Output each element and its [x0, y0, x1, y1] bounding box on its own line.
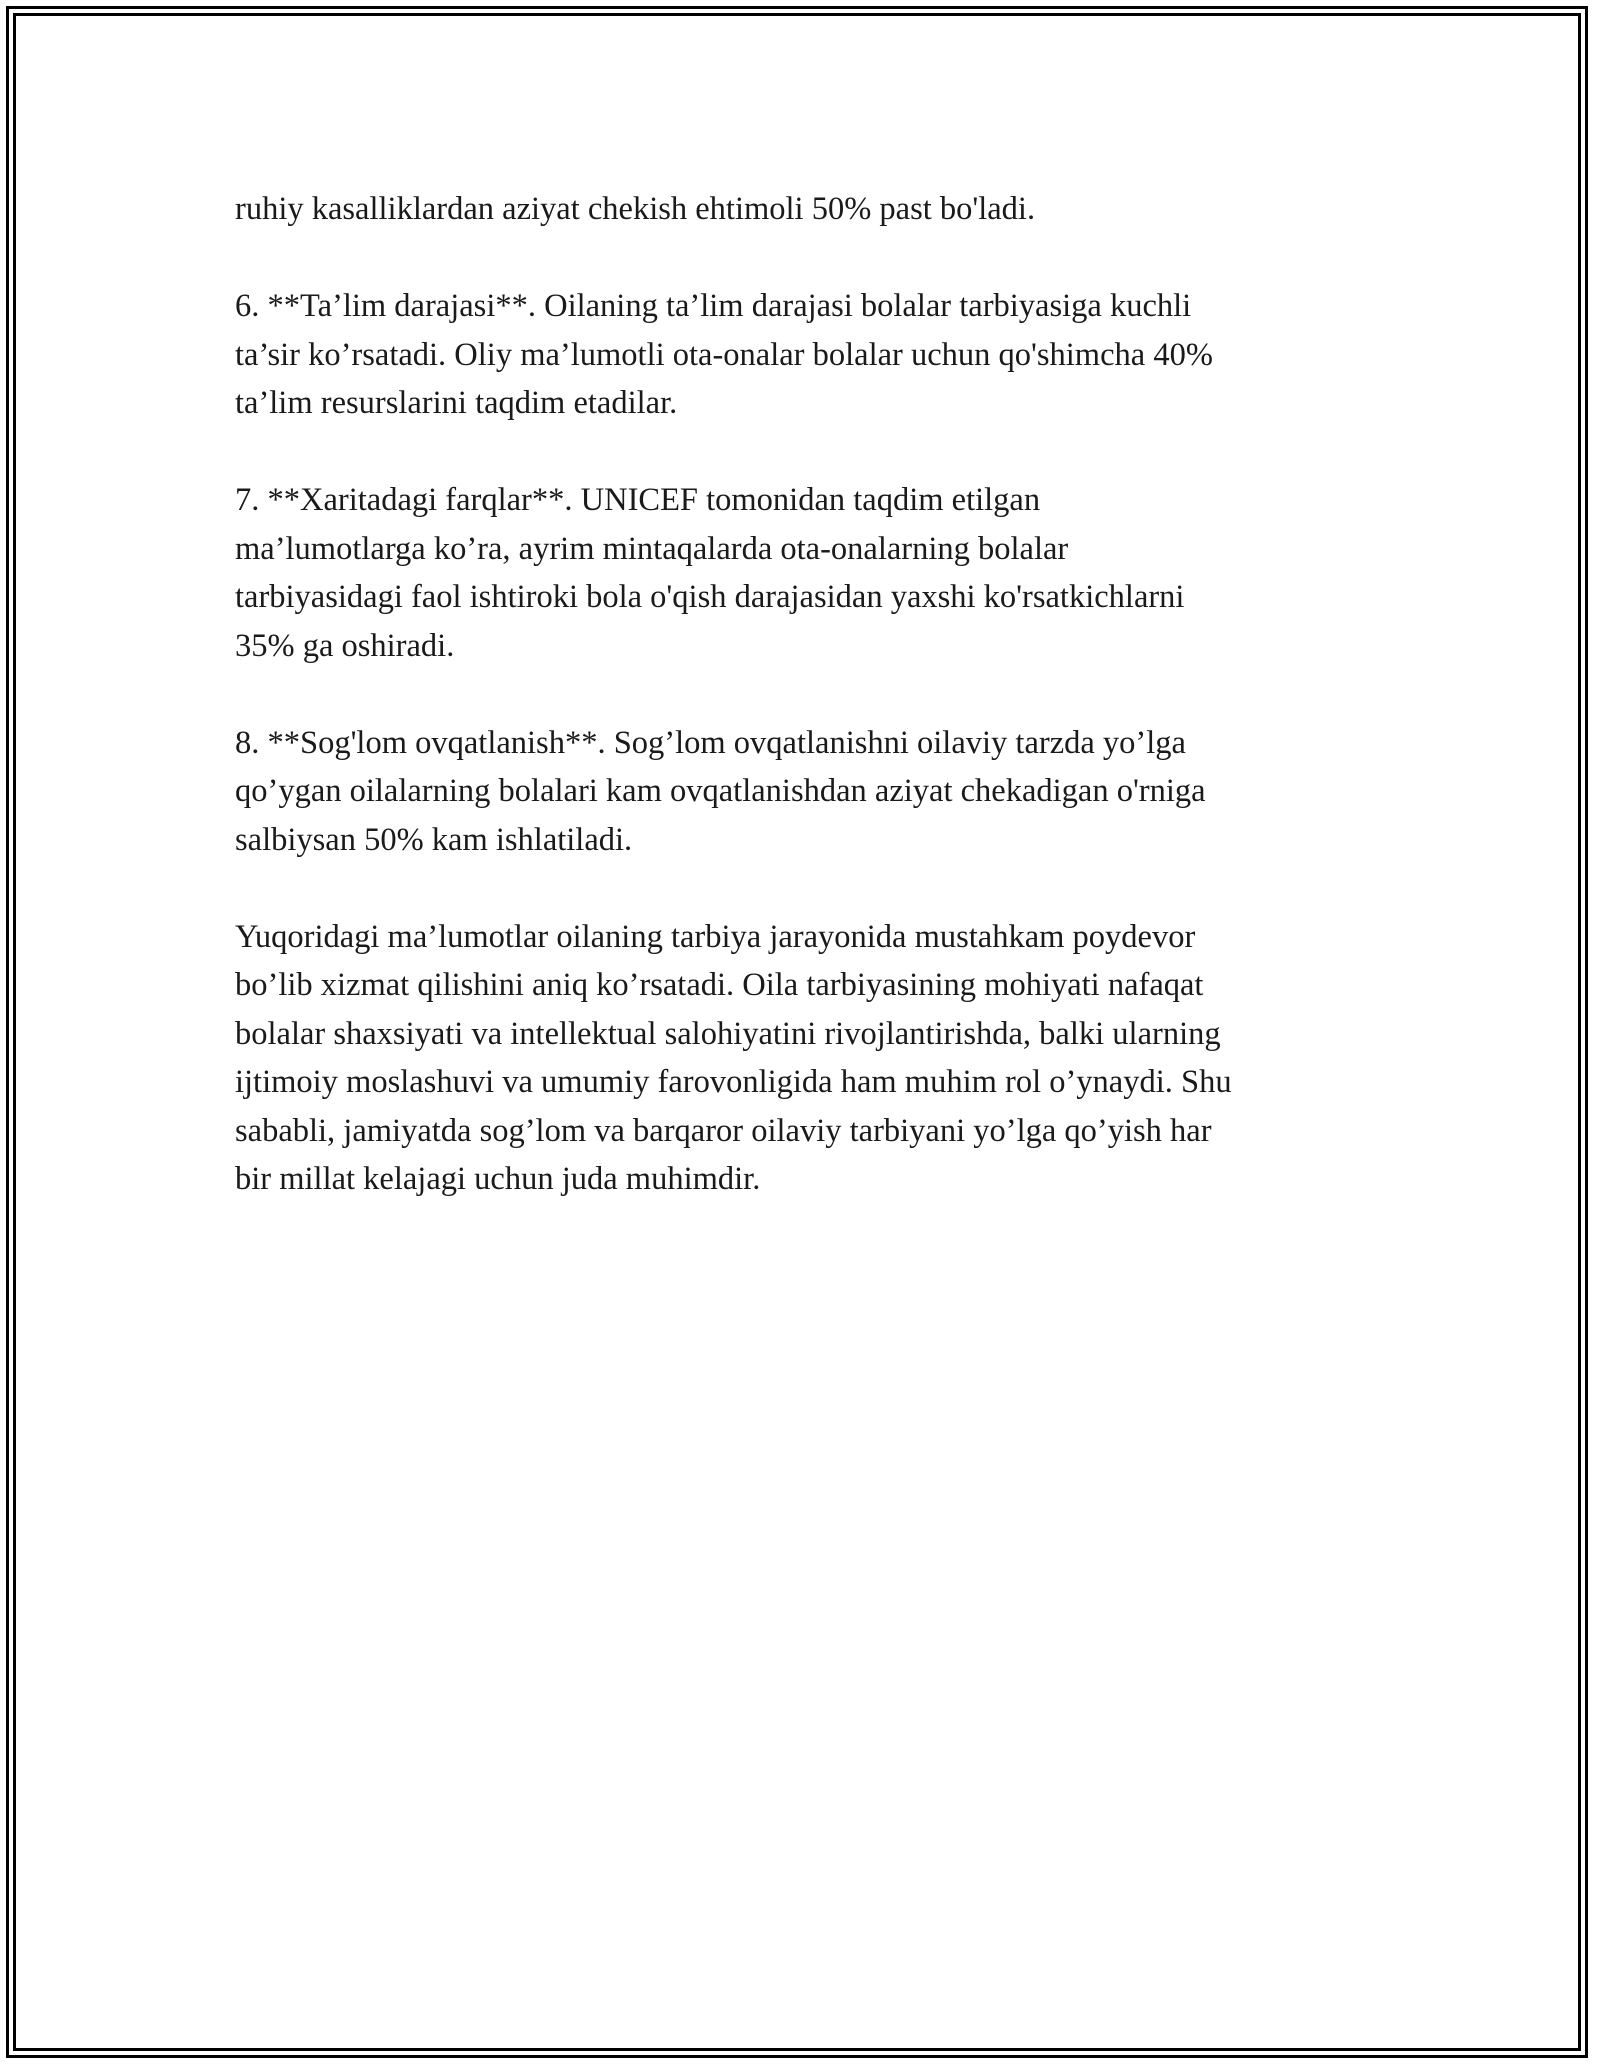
paragraph-item-7: 7. **Xaritadagi farqlar**. UNICEF tomonidan taqdim etilgan ma’lumotlarga ko’ra, ayrim mintaqalarda ota-onalarning bolalar tarbiyasidagi faol ishtiroki bola o'qish darajasidan yaxshi ko'rsatkichlarni 35% ga oshiradi. — [235, 482, 1185, 664]
paragraph-item-8: 8. **Sog'lom ovqatlanish**. Sog’lom ovqatlanishni oilaviy tarzda yo’lga qo’ygan oilalarning bolalari kam ovqatlanishdan aziyat chekadigan o'rniga salbiysan 50% kam ishlatiladi. — [235, 724, 1206, 858]
paragraph-item-6: 6. **Ta’lim darajasi**. Oilaning ta’lim darajasi bolalar tarbiyasiga kuchli ta’sir ko’rsatadi. Oliy ma’lumotli ota-onalar bolalar uchun qo'shimcha 40% ta’lim resurslarini taqdim etadilar. — [235, 288, 1213, 421]
paragraph-continuation: ruhiy kasalliklardan aziyat chekish ehtimoli 50% past bo'ladi. — [235, 191, 1036, 227]
paragraph-conclusion: Yuqoridagi ma’lumotlar oilaning tarbiya jarayonida mustahkam poydevor bo’lib xizmat qilishini aniq ko’rsatadi. Oila tarbiyasining mohiyati nafaqat bolalar shaxsiyati va intellektual salohiyatini rivojlantirishda, balki ularning ijtimoiy moslashuvi va umumiy farovonligida ham muhim rol o’ynaydi. Shu sababli, jamiyatda sog’lom va barqaror oilaviy tarbiyani yo’lga qo’yish har bir millat kelajagi uchun juda muhimdir. — [235, 918, 1232, 1197]
document-body — [235, 185, 1370, 1252]
